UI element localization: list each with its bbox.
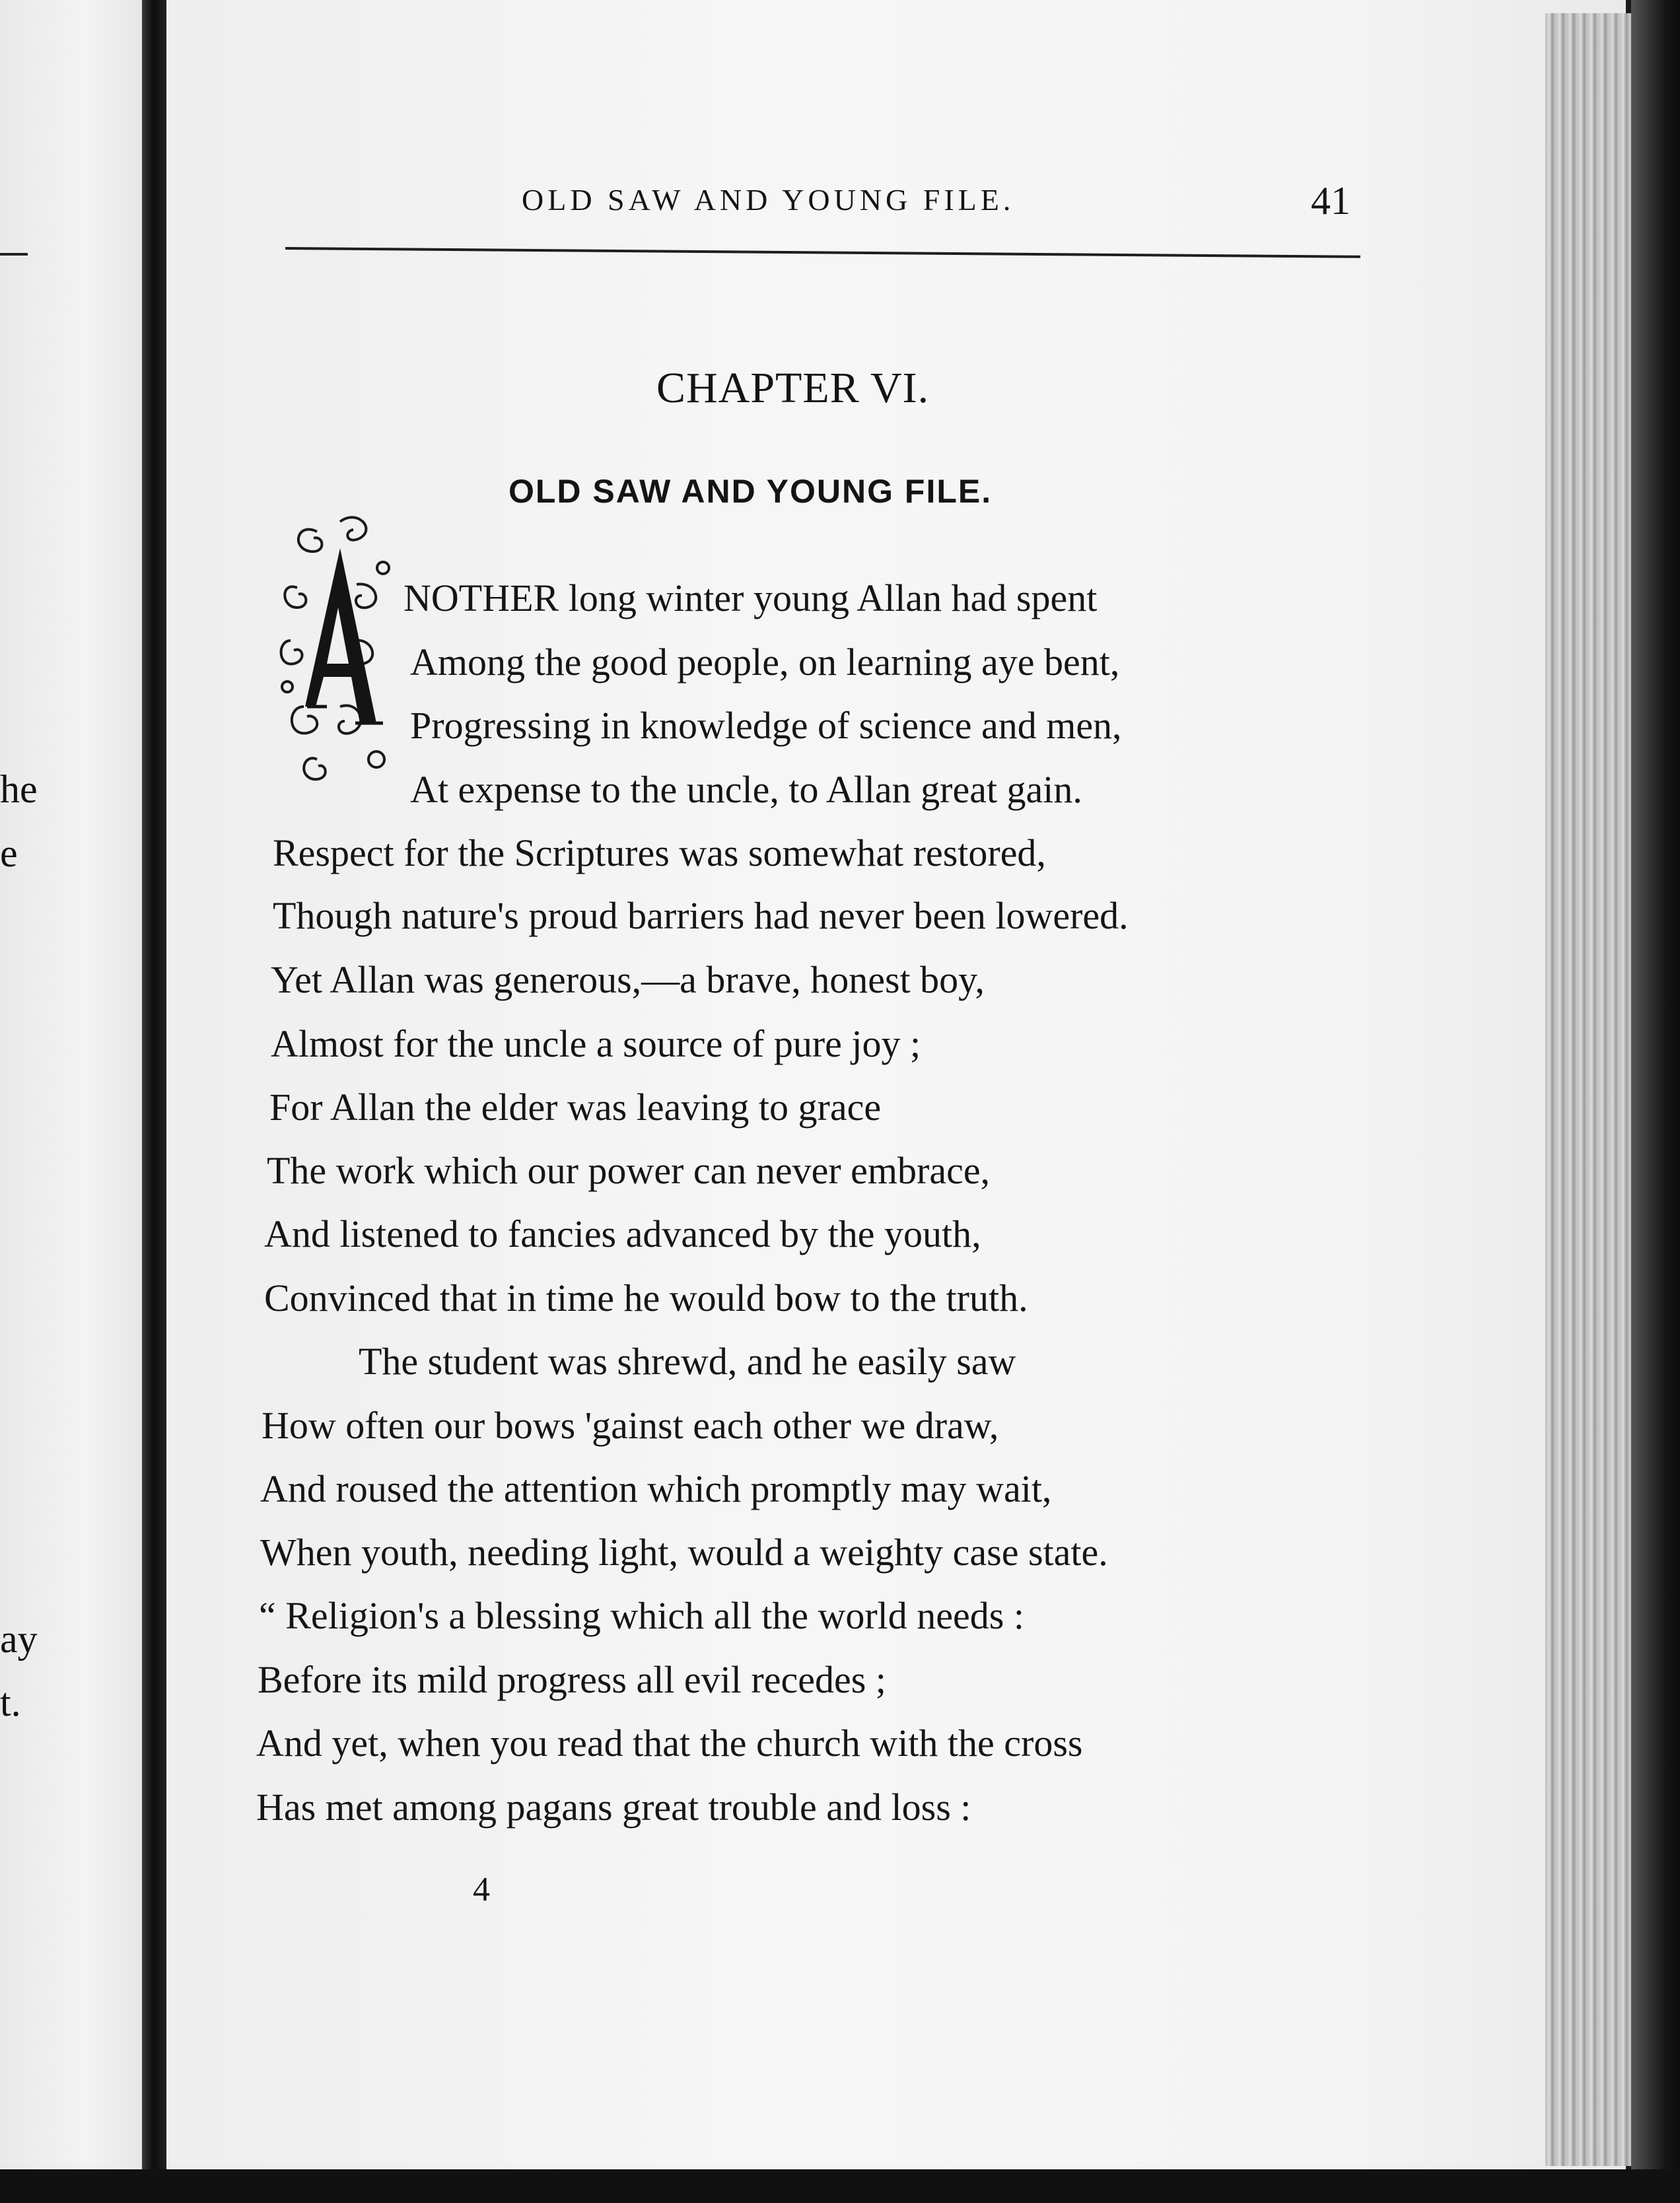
verse-line: Convinced that in time he would bow to the truth.	[264, 1276, 1028, 1319]
verse-line: Though nature's proud barriers had never been lowered.	[273, 894, 1129, 937]
facing-page-fragment: t.	[0, 1681, 21, 1724]
verse-line: “ Religion's a blessing which all the world needs :	[259, 1594, 1024, 1637]
verse-line: NOTHER long winter young Allan had spent	[403, 577, 1098, 619]
verse-line: Before its mild progress all evil recedes ;	[258, 1658, 886, 1701]
signature-mark: 4	[473, 1871, 490, 1908]
header-rule	[285, 247, 1360, 258]
verse-line: Almost for the uncle a source of pure joy ;	[271, 1022, 921, 1065]
verse-line: And listened to fancies advanced by the youth,	[264, 1212, 981, 1255]
verse-line: Respect for the Scriptures was somewhat restored,	[273, 831, 1046, 874]
facing-page-fragment: ay	[0, 1617, 38, 1661]
verse-line: The work which our power can never embrace,	[267, 1149, 991, 1192]
verse-line: The student was shrewd, and he easily saw	[359, 1340, 1016, 1383]
running-head: OLD SAW AND YOUNG FILE.	[522, 183, 1015, 217]
verse-line: And roused the attention which promptly may wait,	[260, 1467, 1052, 1510]
verse-line: How often our bows 'gainst each other we draw,	[262, 1404, 999, 1447]
ornamental-drop-cap	[277, 508, 396, 792]
verse-line: Among the good people, on learning aye bent,	[410, 641, 1120, 683]
facing-page-fragment: e	[0, 831, 18, 875]
verse-line: Progressing in knowledge of science and men,	[410, 704, 1122, 747]
verse-line: Yet Allan was generous,—a brave, honest boy,	[271, 958, 985, 1001]
page-number: 41	[1311, 179, 1350, 223]
verse-line: When youth, needing light, would a weighty case state.	[260, 1531, 1108, 1574]
facing-page-fragment: he	[0, 767, 38, 811]
verse-line: For Allan the elder was leaving to grace	[269, 1086, 882, 1129]
verse-line: Has met among pagans great trouble and loss :	[256, 1786, 971, 1829]
chapter-subtitle: OLD SAW AND YOUNG FILE.	[508, 473, 993, 510]
verse-line: At expense to the uncle, to Allan great gain.	[410, 768, 1082, 811]
verse-line: And yet, when you read that the church with the cross	[256, 1722, 1083, 1765]
chapter-title: CHAPTER VI.	[656, 364, 930, 412]
